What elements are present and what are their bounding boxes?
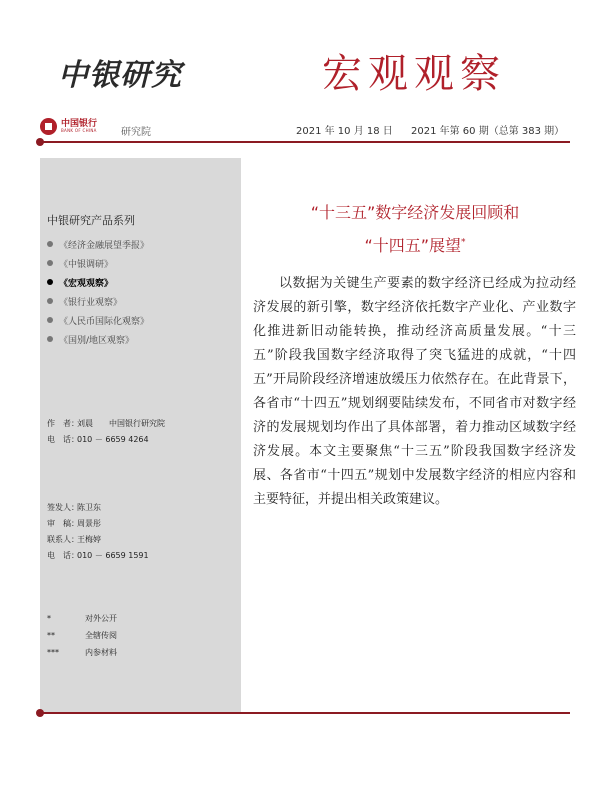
contact-label: 联系人： bbox=[47, 535, 79, 544]
author-value: 刘晨 bbox=[77, 419, 93, 428]
abstract-paragraph: 以数据为关键生产要素的数字经济已经成为拉动经济发展的新引擎，数字经济依托数字产业化、产业数字化推进新旧动能转换，推动经济高质量发展。“十三五”阶段我国数字经济取得了突飞猛进的成就，“十四五”开局阶段经济增速放缓压力依然存在。在此背景下，各省市“十四五”规划纲要陆续发布，不同省市对数字经济的发展规划均作出了具体部署，着力推动区域数字经济发展。本文主要聚焦“十三五”阶段我国数字经济发展、各省市“十四五”规划中发展数字经济的相应内容和主要特征，并提出相关政策建议。 bbox=[253, 276, 576, 507]
bank-logo bbox=[40, 118, 97, 135]
series-item bbox=[47, 237, 149, 256]
author-row bbox=[47, 416, 165, 432]
signer-label: 签发人： bbox=[47, 503, 79, 512]
bullet-icon bbox=[47, 241, 53, 247]
contact-phone-row bbox=[47, 548, 149, 564]
contact-value: 王梅婷 bbox=[77, 535, 101, 544]
bank-of-china-emblem-icon bbox=[40, 118, 57, 135]
phone-value: 010 － 6659 4264 bbox=[77, 435, 149, 444]
security-stars: *** bbox=[47, 648, 59, 657]
security-label: 全辖传阅 bbox=[85, 631, 117, 640]
author-org: 中国银行研究院 bbox=[109, 419, 165, 428]
series-item-label: 《宏观观察》 bbox=[59, 279, 114, 289]
bullet-icon bbox=[47, 317, 53, 323]
series-item-label: 《经济金融展望季报》 bbox=[59, 241, 150, 251]
security-stars: * bbox=[47, 614, 51, 623]
security-label: 内参材料 bbox=[85, 648, 117, 657]
author-label: 作 者： bbox=[47, 419, 79, 428]
top-rule bbox=[40, 141, 570, 143]
article-title-line1: “十三五”数字经济发展回顾和 bbox=[310, 203, 520, 222]
phone-value: 010 － 6659 1591 bbox=[77, 551, 149, 560]
brand-calligraphy: 中银研究 bbox=[58, 58, 182, 93]
phone-label: 电 话： bbox=[47, 551, 79, 560]
series-item-label: 《人民币国际化观察》 bbox=[59, 317, 150, 327]
signer-row bbox=[47, 500, 149, 516]
sidebar bbox=[40, 158, 241, 712]
footnote-mark: * bbox=[461, 237, 466, 248]
logo-en: BANK OF CHINA bbox=[61, 128, 97, 133]
approval-block bbox=[47, 500, 149, 564]
issue-number: 2021 年第 60 期（总第 383 期） bbox=[411, 126, 565, 137]
phone-label: 电 话： bbox=[47, 435, 79, 444]
bottom-rule bbox=[40, 712, 570, 714]
security-row bbox=[47, 644, 117, 661]
series-list bbox=[47, 237, 149, 351]
security-label: 对外公开 bbox=[85, 614, 117, 623]
author-phone-row bbox=[47, 432, 165, 448]
logo-cn: 中国银行 bbox=[61, 119, 98, 129]
bullet-icon bbox=[47, 336, 53, 342]
series-item bbox=[47, 294, 149, 313]
bullet-icon bbox=[47, 298, 53, 304]
institute-label: 研究院 bbox=[121, 127, 151, 138]
signer-value: 陈卫东 bbox=[77, 503, 101, 512]
report-type-title: 宏观观察 bbox=[322, 51, 506, 97]
series-item-label: 《国别/地区观察》 bbox=[59, 336, 135, 346]
security-legend bbox=[47, 610, 117, 661]
article-title-text: “十四五”展望 bbox=[364, 236, 462, 255]
security-stars: ** bbox=[47, 631, 55, 640]
reviewer-label: 审 稿： bbox=[47, 519, 79, 528]
contact-row bbox=[47, 532, 149, 548]
issue-date: 2021 年 10 月 18 日 bbox=[296, 126, 393, 137]
series-item-label: 《中银调研》 bbox=[59, 260, 114, 270]
author-block bbox=[47, 416, 165, 448]
series-item bbox=[47, 256, 149, 275]
bullet-icon bbox=[47, 260, 53, 266]
bullet-icon bbox=[47, 279, 53, 285]
security-row bbox=[47, 610, 117, 627]
logo-text bbox=[61, 120, 97, 133]
series-item bbox=[47, 313, 149, 332]
series-title: 中银研究产品系列 bbox=[47, 214, 135, 227]
reviewer-value: 周景彤 bbox=[77, 519, 101, 528]
series-item-current bbox=[47, 275, 149, 294]
series-item bbox=[47, 332, 149, 351]
security-row bbox=[47, 627, 117, 644]
reviewer-row bbox=[47, 516, 149, 532]
article-title-line2 bbox=[250, 233, 580, 256]
series-item-label: 《银行业观察》 bbox=[59, 298, 123, 308]
